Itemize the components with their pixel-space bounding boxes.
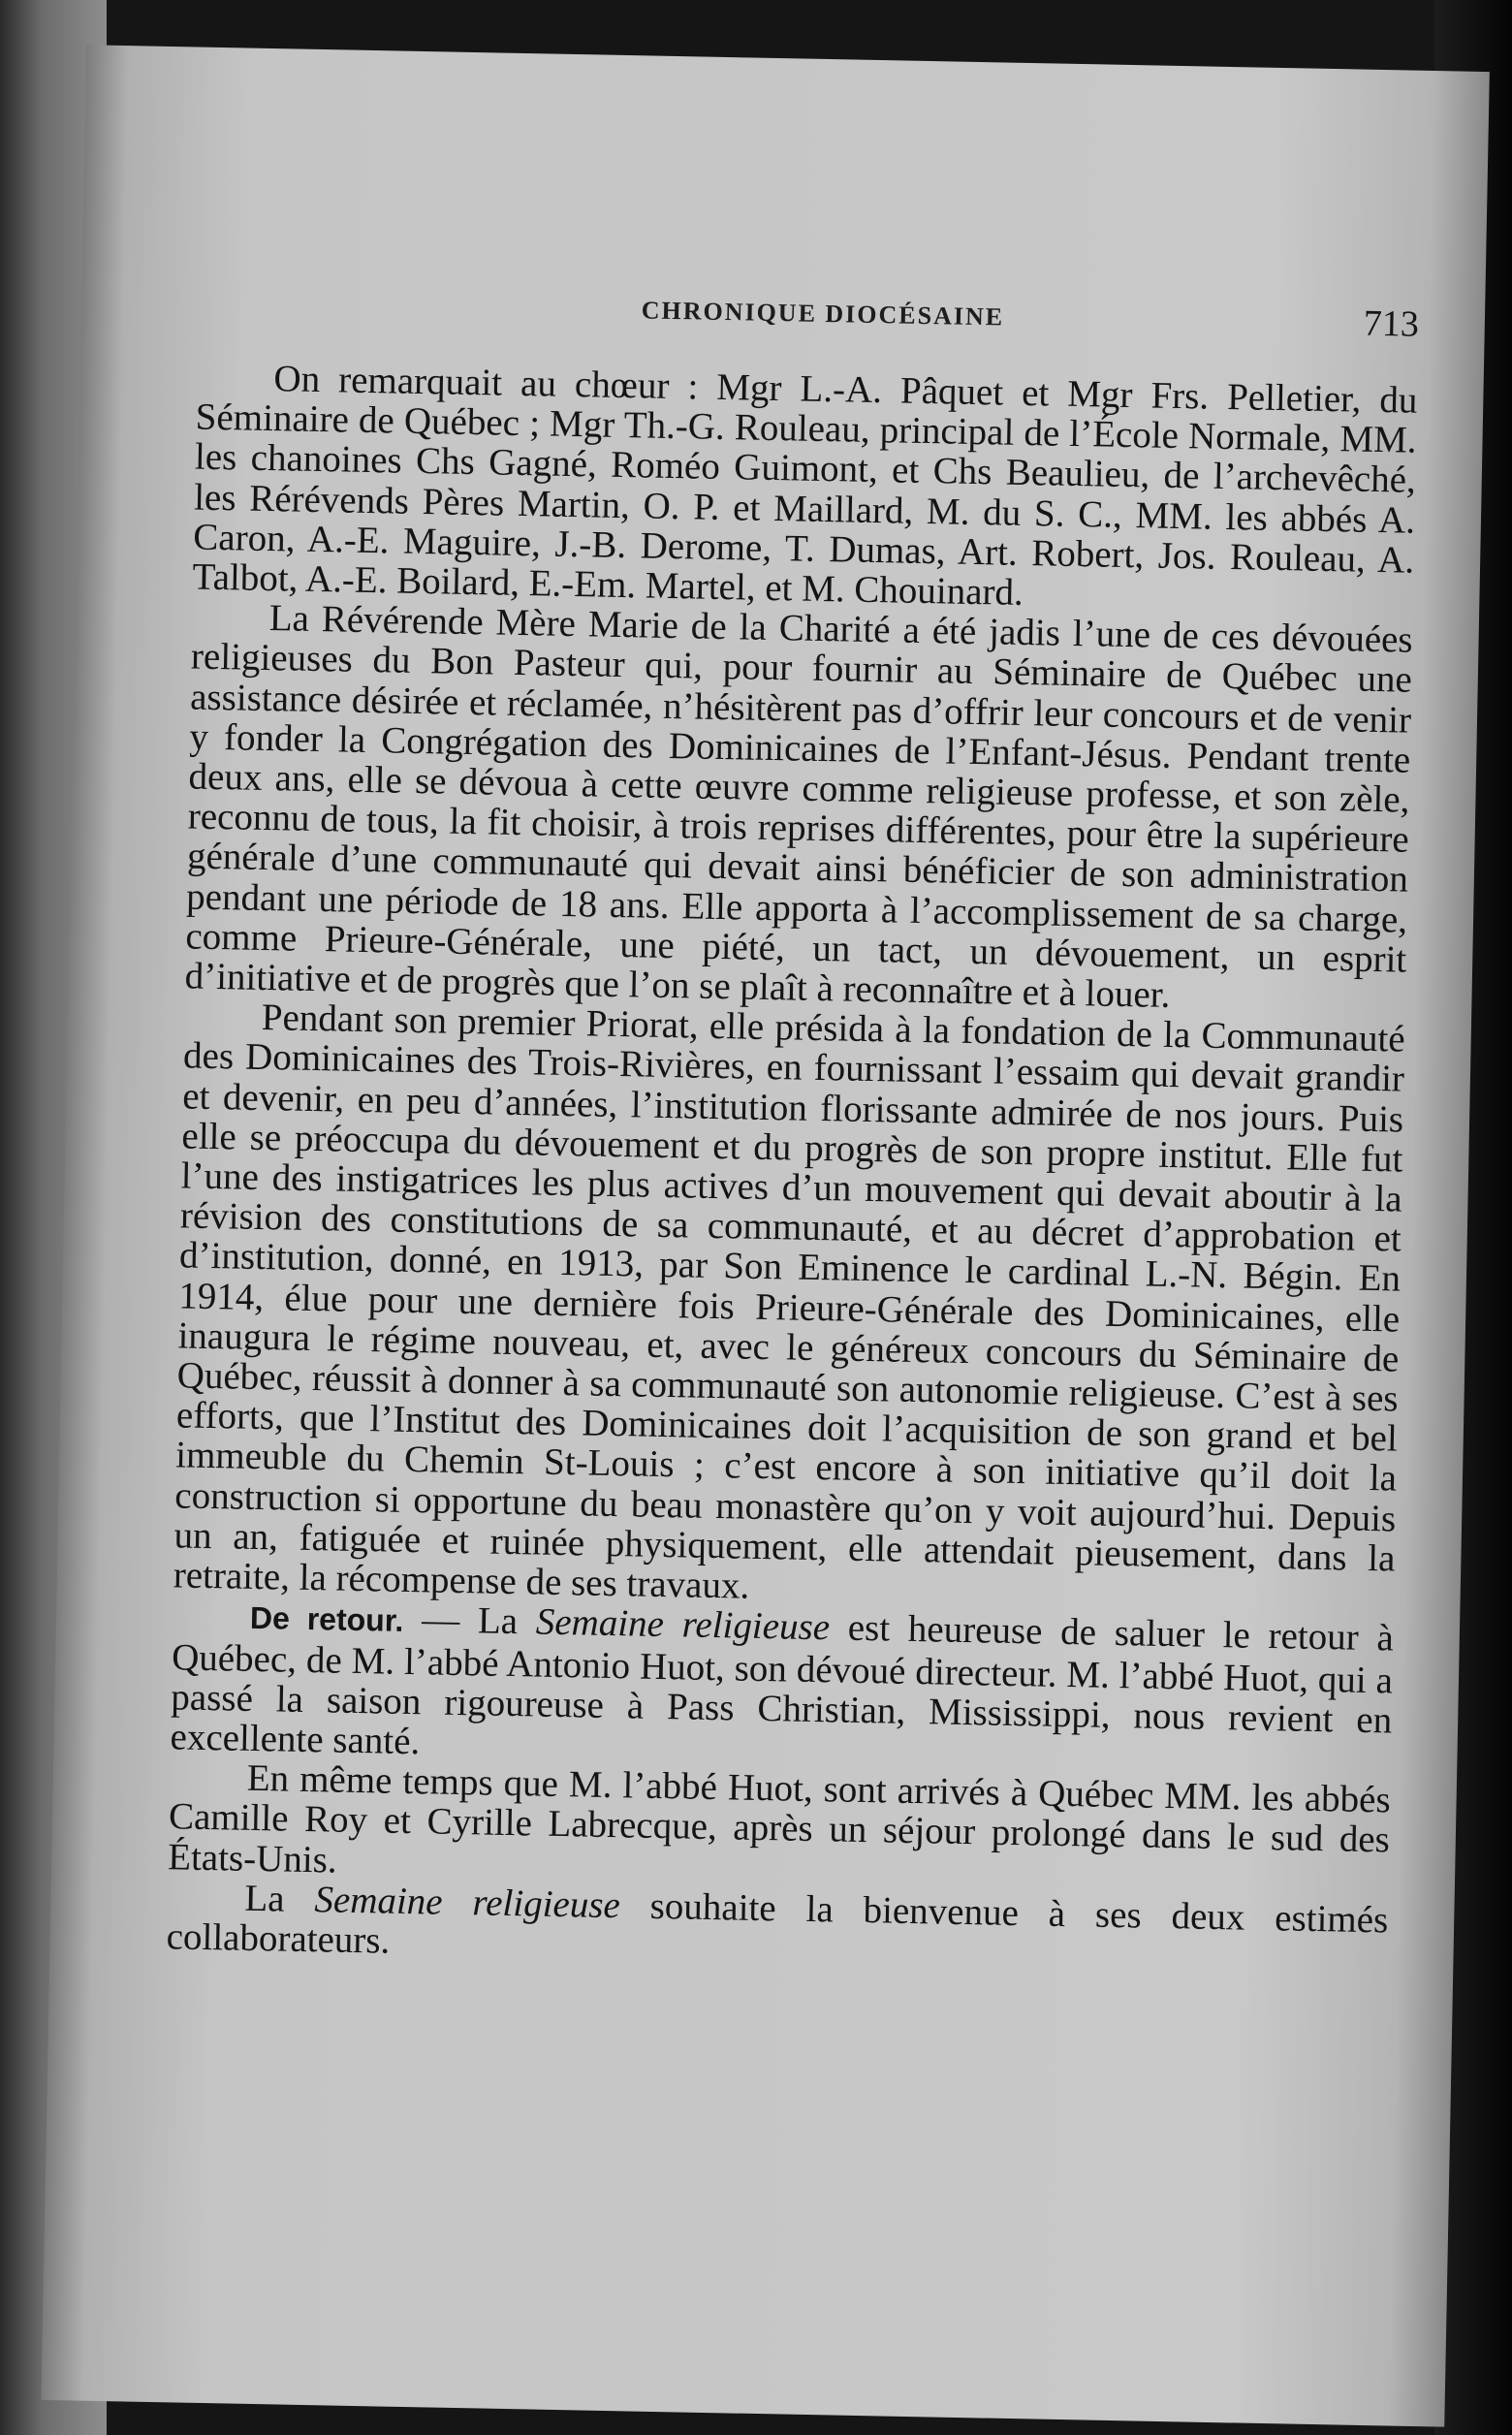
paragraph-dash: — La [402,1598,537,1643]
paragraph-welcome-text: souhaite la bienvenue à ses deux estimés collaborateurs. [166,1883,1389,1962]
semaine-religieuse-title: Semaine religieuse [535,1600,831,1649]
paragraph-premier-priorat: Pendant son premier Priorat, elle présida à la fondation de la Communauté des Dominicaines des Trois-Rivières, en fournissant l’essaim qui devait grandir et devenir, en peu d’années, l’institution florissante admirée de nos jours. Puis elle se préoccupa du dévouement et du progrès de son propre institut. Elle fut l’une des instigatrices les plus actives d’un mouvement qui devait aboutir à la révision des constitutions de sa communauté, et au décret d’approbation et d’institution, donné, en 1913, par Son Eminence le cardinal L.-N. Bégin. En 1914, élue pour une dernière fois Prieure-Générale des Dominicaines, elle inaugura le régime nouveau, et, avec le généreux concours du Séminaire de Québec, réussit à donner à sa communauté son autonomie religieuse. C’est à ses efforts, que l’Institut des Dominicaines doit l’acquisition de son grand et bel immeuble du Chemin St-Louis ; c’est encore à son initiative qu’il doit la construction si opportune du beau monastère qu’on y voit aujourd’hui. Depuis un an, fatiguée et ruinée physiquement, elle attendait pieusement, dans la retraite, la récompense de ses travaux. [173,996,1406,1607]
paragraph-lead-de-retour: De retour. [249,1600,404,1639]
paragraph-de-retour [170,1596,1394,1781]
paragraph-mere-marie: La Révérende Mère Marie de la Charité a été jadis l’une de ces dévouées religieuses du Bon Pasteur qui, pour fournir au Séminaire de Québec une assistance désirée et réclamée, n’hésitèrent pas d’offrir leur concours et de venir y fonder la Congrégation des Dominicaines de l’Enfant-Jésus. Pendant trente deux ans, elle se dévoua à cette œuvre comme religieuse professe, et son zèle, reconnu de tous, la fit choisir, à trois reprises différentes, pour être la supérieure générale d’une communauté qui devait ainsi bénéficier de son administration pendant une période de 18 ans. Elle apporta à l’accomplissement de sa charge, comme Prieure-Générale, une piété, un tact, un dévouement, un esprit d’initiative et de progrès que l’on se plaît à reconnaître et à louer. [184,597,1414,1016]
paragraph-arrivals: En même temps que M. l’abbé Huot, sont arrivés à Québec MM. les abbés Camille Roy et Cyrille Labrecque, après un séjour prolongé dans le sud des États-Unis. [167,1756,1392,1882]
semaine-religieuse-title-2: Semaine religieuse [314,1878,621,1926]
book-page [41,45,1489,2426]
page-number: 713 [1363,302,1420,345]
paragraph-choir-attendees: On remarquait au chœur : Mgr L.-A. Pâquet et Mgr Frs. Pelletier, du Séminaire de Québec ; Mgr Th.-G. Rouleau, principal de l’École Normale, MM. les chanoines Chs Gagné, Roméo Guimont, et Chs Beaulieu, de l’archevêché, les Rérévends Pères Martin, O. P. et Maillard, M. du S. C., MM. les abbés A. Caron, A.-E. Maguire, J.-B. Derome, T. Dumas, Art. Robert, Jos. Rouleau, A. Talbot, A.-E. Boilard, E.-Em. Martel, et M. Chouinard. [192,358,1418,614]
paragraph-welcome-start: La [244,1877,315,1920]
body-text [166,358,1417,1980]
running-head [227,280,1420,352]
running-title: CHRONIQUE DIOCÉSAINE [641,296,1005,332]
paragraph-de-retour-text: est heureuse de saluer le retour à Québec, de M. l’abbé Antonio Huot, son dévoué directeur. M. l’abbé Huot, qui a passé la saison rigoureuse à Pass Christian, Mississippi, nous revient en excellente santé. [170,1606,1395,1763]
